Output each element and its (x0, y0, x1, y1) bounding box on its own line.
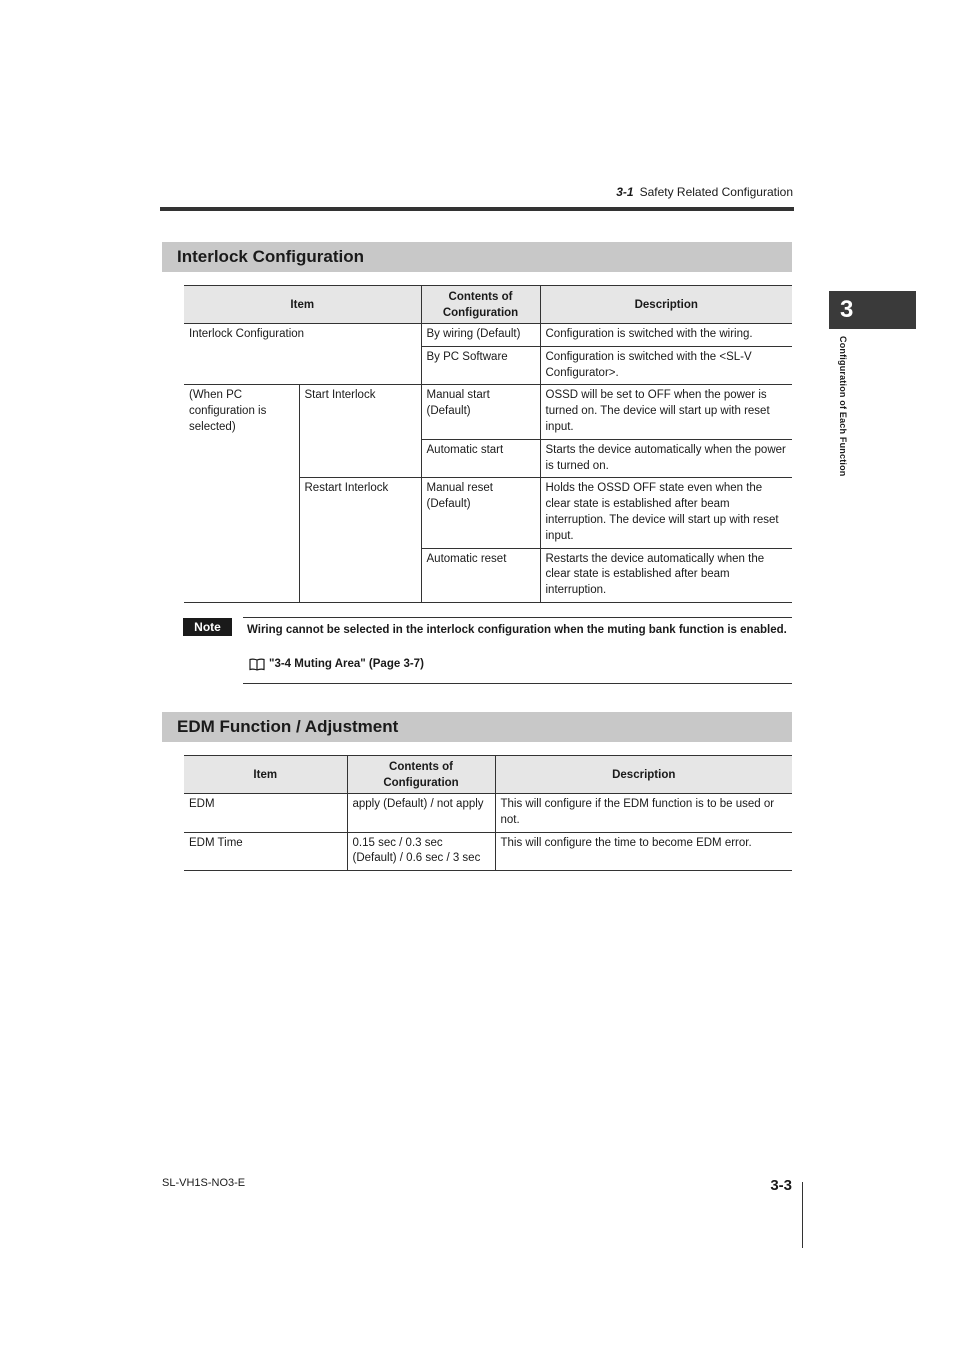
content-cell: Manual reset (Default) (421, 478, 540, 548)
table-header-row (184, 756, 792, 794)
content-cell: 0.15 sec / 0.3 sec (Default) / 0.6 sec / 3 sec (347, 832, 495, 871)
header-section-title: Safety Related Configuration (639, 185, 793, 199)
item-cell: Interlock Configuration (184, 324, 421, 385)
description-cell: Configuration is switched with the wiring. (540, 324, 792, 347)
content-cell: Automatic start (421, 439, 540, 478)
item-cell: EDM Time (184, 832, 347, 871)
description-cell: OSSD will be set to OFF when the power is turned on. The device will start up with reset input. (540, 385, 792, 439)
description-cell: Starts the device automatically when the power is turned on. (540, 439, 792, 478)
column-header-description: Description (540, 286, 792, 324)
column-header-contents: Contents of Configuration (347, 756, 495, 794)
header-section-number: 3-1 (616, 185, 634, 199)
note-text: Wiring cannot be selected in the interlock configuration when the muting bank function is enabled. (247, 624, 787, 636)
column-header-contents: Contents of Configuration (421, 286, 540, 324)
page-number: 3-3 (770, 1177, 792, 1194)
start-interlock-cell: Start Interlock (299, 385, 421, 478)
content-cell: By wiring (Default) (421, 324, 540, 347)
table-row (184, 324, 792, 347)
table-row (184, 832, 792, 871)
column-header-item: Item (184, 756, 347, 794)
table-row (184, 794, 792, 833)
document-code: SL-VH1S-NO3-E (162, 1177, 246, 1189)
header-rule (160, 207, 794, 211)
description-cell: Restarts the device automatically when the clear state is established after beam interruption. (540, 548, 792, 602)
description-cell: Configuration is switched with the <SL-V Configurator>. (540, 346, 792, 385)
interlock-heading: Interlock Configuration (162, 242, 792, 272)
description-cell: This will configure the time to become EDM error. (495, 832, 792, 871)
edm-heading: EDM Function / Adjustment (162, 712, 792, 742)
table-row (184, 385, 792, 439)
description-cell: Holds the OSSD OFF state even when the clear state is established after beam interruption. The device will start up with reset input. (540, 478, 792, 548)
running-header (560, 185, 793, 199)
content-cell: apply (Default) / not apply (347, 794, 495, 833)
note-reference-link[interactable]: "3-4 Muting Area" (Page 3-7) (269, 658, 424, 670)
content-cell: By PC Software (421, 346, 540, 385)
restart-interlock-cell: Restart Interlock (299, 478, 421, 603)
item-cell: EDM (184, 794, 347, 833)
description-cell: This will configure if the EDM function is to be used or not. (495, 794, 792, 833)
book-icon (249, 658, 265, 671)
table-header-row (184, 286, 792, 324)
note-bottom-rule (243, 683, 792, 684)
column-header-description: Description (495, 756, 792, 794)
group-cell: (When PC configuration is selected) (184, 385, 299, 603)
column-header-item: Item (184, 286, 421, 324)
note-label: Note (183, 618, 232, 636)
page-number-rule (802, 1182, 803, 1248)
interlock-table (184, 285, 792, 603)
note-top-rule (243, 617, 792, 618)
content-cell: Automatic reset (421, 548, 540, 602)
chapter-tab: 3 (829, 291, 916, 329)
edm-table (184, 755, 792, 871)
note-reference[interactable] (249, 656, 424, 672)
chapter-side-label: Configuration of Each Function (838, 336, 848, 477)
content-cell: Manual start (Default) (421, 385, 540, 439)
